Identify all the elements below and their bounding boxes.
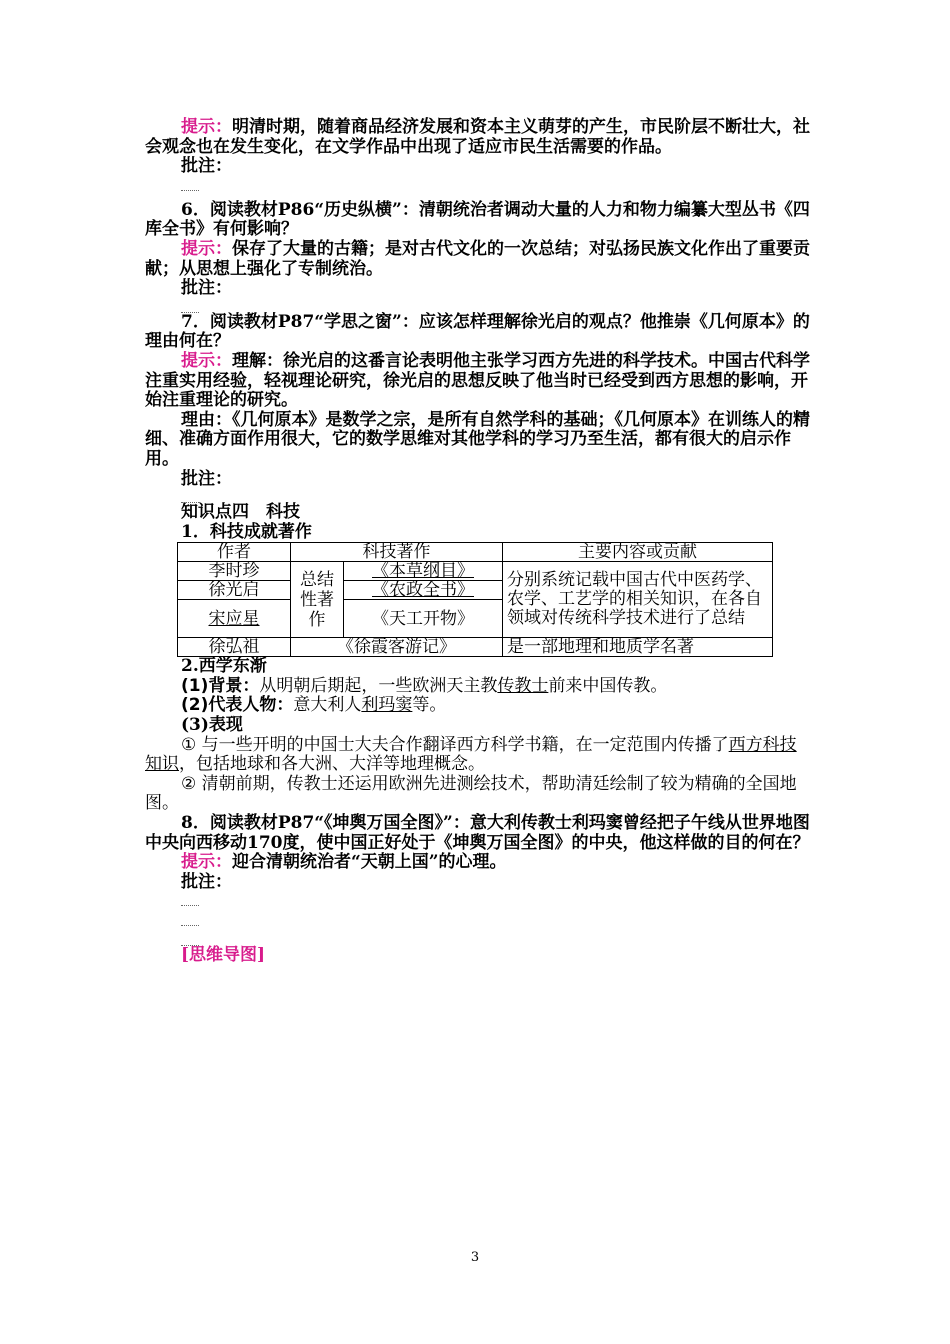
work-cell: 《本草纲目》 — [344, 562, 503, 581]
question-6: 6．阅读教材P86“历史纵横”：清朝统治者调动大量的人力和物力编纂大型丛书《四库全书》有何影响？ — [145, 199, 810, 240]
hint-text: 保存了大量的古籍；是对古代文化的一次总结；对弘扬民族文化作出了重要贡献；从思想上强化了专制统治。 — [145, 238, 810, 279]
hint-label: 提示： — [181, 852, 232, 873]
comment-label: 批注： — [181, 468, 232, 489]
content-cell: 分别系统记载中国古代中医药学、农学、工艺学的相关知识，在各自领域对传统科学技术进行了总结 — [503, 562, 773, 638]
background-underlined: 传教士 — [497, 675, 549, 696]
work-cell: 《徐霞客游记》 — [291, 638, 503, 657]
background-label: (1)背景： — [181, 675, 260, 696]
table-row — [178, 562, 773, 581]
table-header-cell: 主要内容或贡献 — [503, 543, 773, 562]
page-content — [145, 118, 810, 966]
author-cell: 徐光启 — [178, 581, 291, 600]
background-text-end: 前来中国传教。 — [548, 675, 668, 696]
representative-text: 意大利人 — [293, 695, 362, 716]
comment-line — [145, 299, 810, 313]
hint-block-1 — [145, 118, 810, 157]
table-header-cell: 作者 — [178, 543, 291, 562]
representative-label: (2)代表人物： — [181, 695, 294, 716]
hint-block-7 — [145, 352, 810, 411]
hint-block-6 — [145, 240, 810, 279]
table-header-cell: 科技著作 — [291, 543, 503, 562]
representative-text-end: 等。 — [412, 695, 447, 716]
background-text: 从明朝后期起，一些欧洲天主教 — [259, 675, 498, 696]
hint-text: 理解：徐光启的这番言论表明他主张学习西方先进的科学技术。中国古代科学注重实用经验，轻视理论研究，徐光启的思想反映了他当时已经受到西方思想的影响，开始注重理论的研究。 — [145, 350, 810, 411]
question-7: 7．阅读教材P87“学思之窗”：应该怎样理解徐光启的观点？他推崇《几何原本》的理由何在？ — [145, 311, 810, 352]
representative-underlined: 利玛窦 — [361, 695, 413, 716]
performance-item-2: ② 清朝前期，传教士还运用欧洲先进测绘技术，帮助清廷绘制了较为精确的全国地图。 — [145, 773, 797, 814]
subsection-2-title: 2.西学东渐 — [181, 656, 267, 677]
performance-label: (3)表现 — [181, 715, 243, 736]
hint-label: 提示： — [181, 350, 232, 371]
comment-line — [145, 932, 810, 946]
hint-text: 明清时期，随着商品经济发展和资本主义萌芽的产生，市民阶层不断壮大，社会观念也在发生变化，在文学作品中出现了适应市民生活需要的作品。 — [145, 117, 810, 157]
hint-label: 提示： — [181, 117, 232, 137]
performance-item-1 — [145, 736, 810, 775]
table-header-row — [178, 543, 773, 562]
subsection-1-title: 1．科技成就著作 — [181, 521, 312, 542]
comment-line — [145, 892, 810, 912]
representative-line — [145, 696, 810, 716]
comment-label: 批注： — [181, 156, 232, 177]
comment-label: 批注： — [181, 278, 232, 299]
author-cell: 李时珍 — [178, 562, 291, 581]
comment-line — [145, 489, 810, 503]
work-cell: 《天工开物》 — [344, 600, 503, 638]
performance-1-underlined: 西方科技知识 — [145, 734, 797, 775]
comment-line — [145, 912, 810, 932]
table-row — [178, 638, 773, 657]
comment-line — [145, 177, 810, 191]
hint-block-8 — [145, 853, 810, 873]
comment-label: 批注： — [181, 871, 232, 892]
page-number: 3 — [470, 1250, 480, 1265]
author-cell: 宋应星 — [178, 600, 291, 638]
reason-text: 理由：《几何原本》是数学之宗，是所有自然学科的基础；《几何原本》在训练人的精细、准确方面作用很大，它的数学思维对其他学科的学习乃至生活，都有很大的启示作用。 — [145, 409, 810, 469]
tech-achievements-table — [177, 542, 773, 657]
work-cell: 《农政全书》 — [344, 581, 503, 600]
author-cell: 徐弘祖 — [178, 638, 291, 657]
background-line — [145, 677, 810, 697]
group-label-cell: 总结性著作 — [291, 562, 344, 638]
question-8: 8．阅读教材P87“《坤舆万国全图》”：意大利传教士利玛窦曾经把子午线从世界地图中央向西移动170度，使中国正好处于《坤舆万国全图》的中央，他这样做的目的何在？ — [145, 813, 810, 853]
content-cell: 是一部地理和地质学名著 — [503, 638, 773, 657]
performance-1-text: ① 与一些开明的中国士大夫合作翻译西方科学书籍，在一定范围内传播了 — [181, 734, 729, 755]
performance-1-text-end: ，包括地球和各大洲、大洋等地理概念。 — [179, 754, 485, 775]
section-title: 知识点四 科技 — [181, 502, 300, 523]
mind-map-label: [思维导图] — [181, 945, 266, 966]
hint-label: 提示： — [181, 238, 232, 259]
hint-text: 迎合清朝统治者“天朝上国”的心理。 — [232, 852, 507, 873]
